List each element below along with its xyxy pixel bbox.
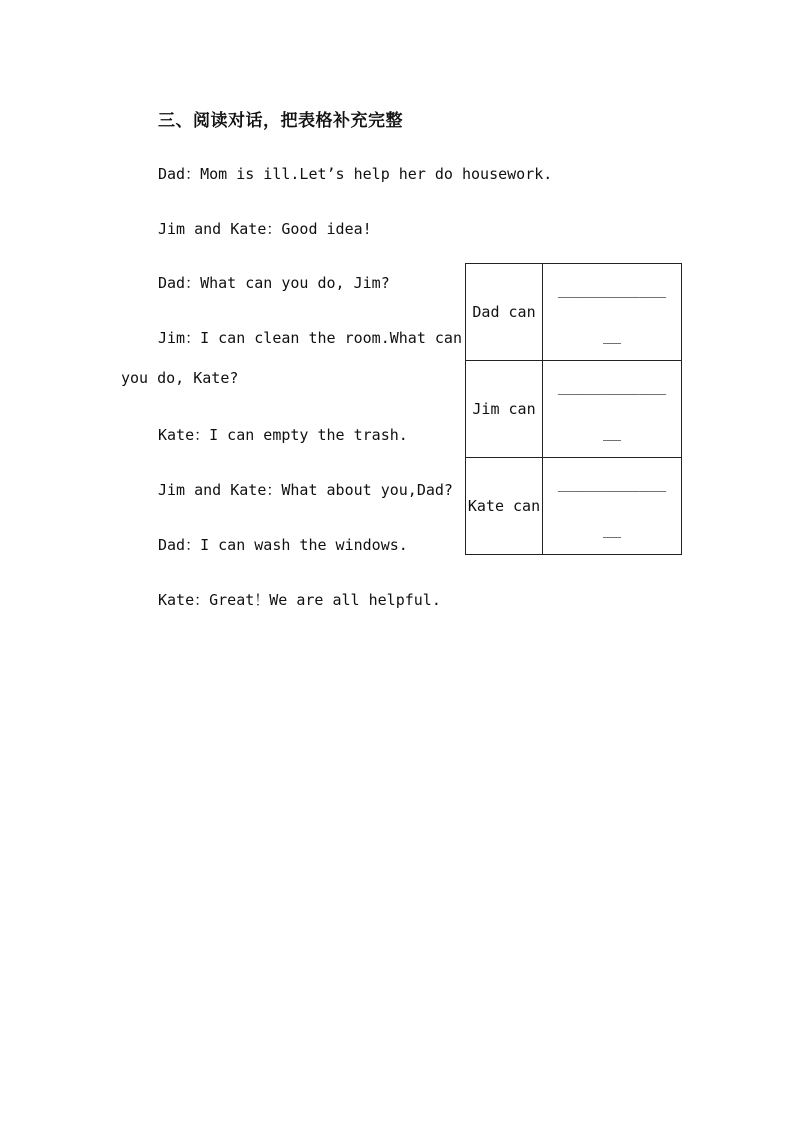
blank-line-tail: __ (602, 520, 622, 538)
answer-blank-dad[interactable] (543, 264, 682, 361)
blank-line-tail: __ (602, 326, 622, 344)
answer-blank-jim[interactable] (543, 361, 682, 458)
table-row (466, 361, 682, 458)
table-row (466, 458, 682, 555)
dialogue-line-3: Dad：What can you do, Jim? (158, 274, 390, 292)
dialogue-line-4: Jim：I can clean the room.What can (158, 329, 462, 347)
row-label-kate: Kate can (466, 458, 543, 555)
blank-line-tail: __ (602, 423, 622, 441)
dialogue-line-1: Dad：Mom is ill.Let’s help her do housework. (158, 165, 553, 183)
section-title: 三、阅读对话，把表格补充完整 (158, 111, 403, 131)
answer-blank-kate[interactable] (543, 458, 682, 555)
blank-line: ____________ (557, 474, 667, 492)
dialogue-line-5: Kate：I can empty the trash. (158, 426, 408, 444)
dialogue-line-4-continued: you do, Kate? (121, 369, 239, 387)
dialogue-line-8: Kate：Great！We are all helpful. (158, 591, 441, 609)
blank-line: ____________ (557, 280, 667, 298)
row-label-jim: Jim can (466, 361, 543, 458)
table-row (466, 264, 682, 361)
dialogue-line-6: Jim and Kate：What about you,Dad? (158, 481, 453, 499)
dialogue-line-7: Dad：I can wash the windows. (158, 536, 408, 554)
answer-table (465, 263, 682, 555)
dialogue-line-2: Jim and Kate：Good idea! (158, 220, 372, 238)
row-label-dad: Dad can (466, 264, 543, 361)
blank-line: ____________ (557, 377, 667, 395)
